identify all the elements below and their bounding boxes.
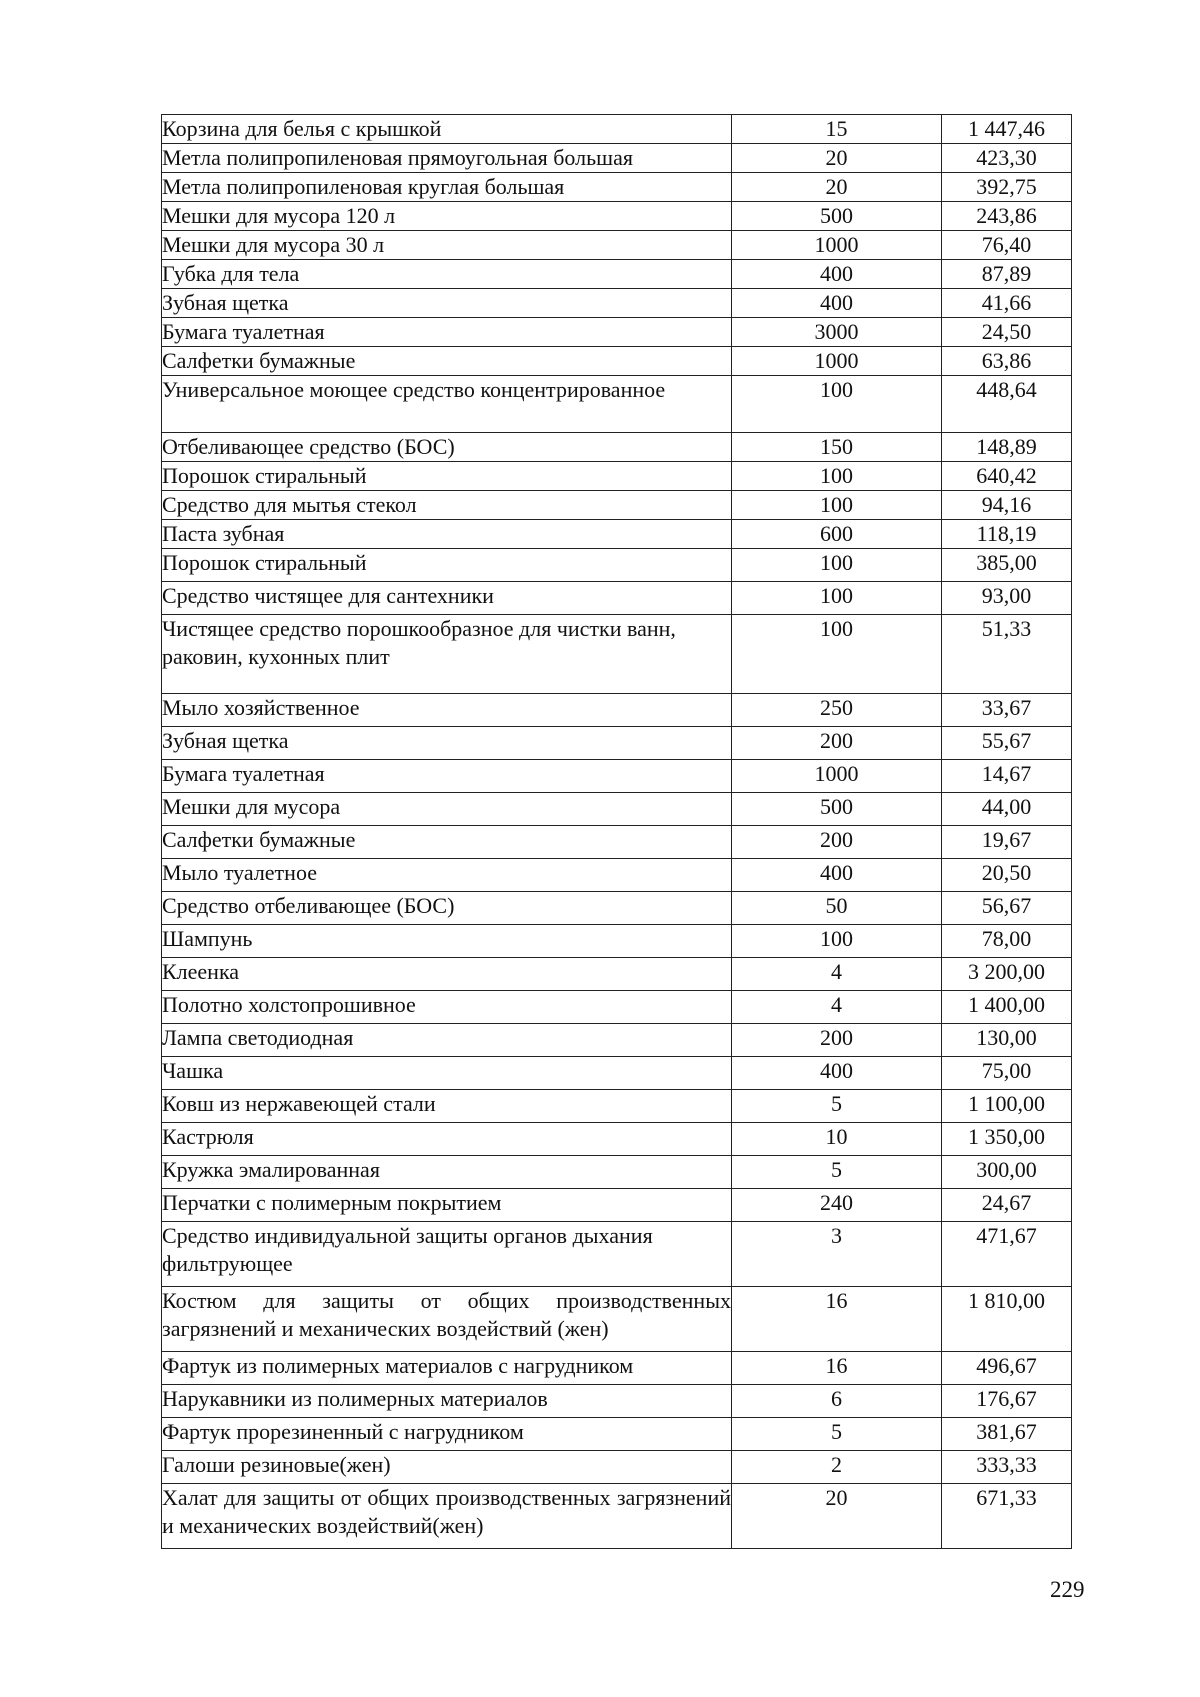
price-cell: 94,16 — [942, 491, 1072, 520]
price-cell: 24,50 — [942, 318, 1072, 347]
quantity-cell: 100 — [732, 462, 942, 491]
table-row — [162, 520, 1072, 549]
price-cell: 63,86 — [942, 347, 1072, 376]
item-name-cell: Универсальное моющее средство концентрированное — [162, 376, 732, 433]
table-row — [162, 793, 1072, 826]
item-name-cell: Метла полипропиленовая круглая большая — [162, 173, 732, 202]
quantity-cell: 6 — [732, 1385, 942, 1418]
price-cell: 671,33 — [942, 1484, 1072, 1549]
quantity-cell: 500 — [732, 202, 942, 231]
item-name-cell: Мешки для мусора 30 л — [162, 231, 732, 260]
table-row — [162, 1189, 1072, 1222]
table-row — [162, 615, 1072, 694]
table-row — [162, 1090, 1072, 1123]
table-row — [162, 1352, 1072, 1385]
table-row — [162, 231, 1072, 260]
item-name-cell: Полотно холстопрошивное — [162, 991, 732, 1024]
table-row — [162, 1287, 1072, 1352]
table-row — [162, 1222, 1072, 1287]
table-row — [162, 1156, 1072, 1189]
quantity-cell: 3000 — [732, 318, 942, 347]
item-name-cell: Губка для тела — [162, 260, 732, 289]
item-name-cell: Салфетки бумажные — [162, 826, 732, 859]
quantity-cell: 400 — [732, 1057, 942, 1090]
table-row — [162, 925, 1072, 958]
item-name-cell: Мыло хозяйственное — [162, 694, 732, 727]
item-name-cell: Мешки для мусора — [162, 793, 732, 826]
item-name-cell: Салфетки бумажные — [162, 347, 732, 376]
quantity-cell: 400 — [732, 260, 942, 289]
item-name-cell: Паста зубная — [162, 520, 732, 549]
item-name-cell: Галоши резиновые(жен) — [162, 1451, 732, 1484]
table-row — [162, 115, 1072, 144]
item-name-cell: Шампунь — [162, 925, 732, 958]
price-cell: 20,50 — [942, 859, 1072, 892]
price-cell: 33,67 — [942, 694, 1072, 727]
item-name-cell: Чашка — [162, 1057, 732, 1090]
price-cell: 1 810,00 — [942, 1287, 1072, 1352]
item-name-cell: Зубная щетка — [162, 289, 732, 318]
price-cell: 14,67 — [942, 760, 1072, 793]
price-cell: 19,67 — [942, 826, 1072, 859]
table-row — [162, 347, 1072, 376]
price-cell: 56,67 — [942, 892, 1072, 925]
quantity-cell: 20 — [732, 173, 942, 202]
price-cell: 130,00 — [942, 1024, 1072, 1057]
quantity-cell: 1000 — [732, 231, 942, 260]
price-cell: 1 400,00 — [942, 991, 1072, 1024]
price-cell: 423,30 — [942, 144, 1072, 173]
item-name-cell: Костюм для защиты от общих производственных загрязнений и механических воздействий (жен) — [162, 1287, 732, 1352]
price-cell: 381,67 — [942, 1418, 1072, 1451]
price-cell: 385,00 — [942, 549, 1072, 582]
quantity-cell: 20 — [732, 1484, 942, 1549]
price-cell: 41,66 — [942, 289, 1072, 318]
price-cell: 3 200,00 — [942, 958, 1072, 991]
table-row — [162, 549, 1072, 582]
table-row — [162, 859, 1072, 892]
item-name-cell: Мыло туалетное — [162, 859, 732, 892]
quantity-cell: 100 — [732, 615, 942, 694]
table-row — [162, 462, 1072, 491]
item-name-cell: Мешки для мусора 120 л — [162, 202, 732, 231]
quantity-cell: 10 — [732, 1123, 942, 1156]
quantity-cell: 16 — [732, 1287, 942, 1352]
item-name-cell: Клеенка — [162, 958, 732, 991]
quantity-cell: 3 — [732, 1222, 942, 1287]
price-cell: 471,67 — [942, 1222, 1072, 1287]
item-name-cell: Средство для мытья стекол — [162, 491, 732, 520]
price-cell: 1 447,46 — [942, 115, 1072, 144]
table-row — [162, 260, 1072, 289]
price-cell: 44,00 — [942, 793, 1072, 826]
table-row — [162, 760, 1072, 793]
quantity-cell: 4 — [732, 991, 942, 1024]
item-name-cell: Зубная щетка — [162, 727, 732, 760]
item-name-cell: Нарукавники из полимерных материалов — [162, 1385, 732, 1418]
item-name-cell: Халат для защиты от общих производственных загрязнений и механических воздействий(жен) — [162, 1484, 732, 1549]
table-row — [162, 318, 1072, 347]
price-cell: 640,42 — [942, 462, 1072, 491]
quantity-cell: 150 — [732, 433, 942, 462]
quantity-cell: 100 — [732, 549, 942, 582]
item-name-cell: Фартук из полимерных материалов с нагрудником — [162, 1352, 732, 1385]
quantity-cell: 5 — [732, 1090, 942, 1123]
table-row — [162, 144, 1072, 173]
quantity-cell: 100 — [732, 376, 942, 433]
quantity-cell: 5 — [732, 1418, 942, 1451]
price-cell: 496,67 — [942, 1352, 1072, 1385]
quantity-cell: 100 — [732, 925, 942, 958]
quantity-cell: 200 — [732, 727, 942, 760]
price-cell: 118,19 — [942, 520, 1072, 549]
price-cell: 75,00 — [942, 1057, 1072, 1090]
item-name-cell: Кружка эмалированная — [162, 1156, 732, 1189]
table-row — [162, 826, 1072, 859]
item-name-cell: Средство чистящее для сантехники — [162, 582, 732, 615]
table-row — [162, 1057, 1072, 1090]
quantity-cell: 400 — [732, 289, 942, 318]
quantity-cell: 500 — [732, 793, 942, 826]
quantity-cell: 400 — [732, 859, 942, 892]
price-cell: 148,89 — [942, 433, 1072, 462]
price-cell: 448,64 — [942, 376, 1072, 433]
price-cell: 24,67 — [942, 1189, 1072, 1222]
item-name-cell: Кастрюля — [162, 1123, 732, 1156]
table-row — [162, 1451, 1072, 1484]
table-row — [162, 1418, 1072, 1451]
page-number: 229 — [1050, 1577, 1085, 1602]
table-row — [162, 1123, 1072, 1156]
table-row — [162, 491, 1072, 520]
table-row — [162, 582, 1072, 615]
item-name-cell: Бумага туалетная — [162, 318, 732, 347]
table-row — [162, 1484, 1072, 1549]
price-cell: 93,00 — [942, 582, 1072, 615]
quantity-cell: 4 — [732, 958, 942, 991]
quantity-cell: 1000 — [732, 347, 942, 376]
price-cell: 55,67 — [942, 727, 1072, 760]
item-name-cell: Метла полипропиленовая прямоугольная большая — [162, 144, 732, 173]
item-name-cell: Средство отбеливающее (БОС) — [162, 892, 732, 925]
quantity-cell: 600 — [732, 520, 942, 549]
price-cell: 78,00 — [942, 925, 1072, 958]
quantity-cell: 20 — [732, 144, 942, 173]
quantity-cell: 200 — [732, 826, 942, 859]
table-row — [162, 202, 1072, 231]
price-cell: 87,89 — [942, 260, 1072, 289]
price-cell: 243,86 — [942, 202, 1072, 231]
inventory-table — [161, 114, 1072, 1549]
table-row — [162, 433, 1072, 462]
quantity-cell: 200 — [732, 1024, 942, 1057]
quantity-cell: 16 — [732, 1352, 942, 1385]
quantity-cell: 5 — [732, 1156, 942, 1189]
quantity-cell: 100 — [732, 582, 942, 615]
table-row — [162, 1024, 1072, 1057]
table-row — [162, 892, 1072, 925]
item-name-cell: Порошок стиральный — [162, 462, 732, 491]
table-row — [162, 958, 1072, 991]
quantity-cell: 2 — [732, 1451, 942, 1484]
item-name-cell: Бумага туалетная — [162, 760, 732, 793]
table-row — [162, 1385, 1072, 1418]
item-name-cell: Корзина для белья с крышкой — [162, 115, 732, 144]
price-cell: 76,40 — [942, 231, 1072, 260]
quantity-cell: 50 — [732, 892, 942, 925]
table-row — [162, 289, 1072, 318]
table-row — [162, 376, 1072, 433]
table-row — [162, 173, 1072, 202]
price-cell: 51,33 — [942, 615, 1072, 694]
table-row — [162, 694, 1072, 727]
price-cell: 300,00 — [942, 1156, 1072, 1189]
item-name-cell: Средство индивидуальной защиты органов дыхания фильтрующее — [162, 1222, 732, 1287]
quantity-cell: 250 — [732, 694, 942, 727]
item-name-cell: Фартук прорезиненный с нагрудником — [162, 1418, 732, 1451]
item-name-cell: Ковш из нержавеющей стали — [162, 1090, 732, 1123]
item-name-cell: Перчатки с полимерным покрытием — [162, 1189, 732, 1222]
quantity-cell: 1000 — [732, 760, 942, 793]
quantity-cell: 15 — [732, 115, 942, 144]
price-cell: 392,75 — [942, 173, 1072, 202]
table-row — [162, 727, 1072, 760]
item-name-cell: Лампа светодиодная — [162, 1024, 732, 1057]
inventory-table-body — [162, 115, 1072, 1549]
table-row — [162, 991, 1072, 1024]
price-cell: 1 100,00 — [942, 1090, 1072, 1123]
price-cell: 176,67 — [942, 1385, 1072, 1418]
quantity-cell: 100 — [732, 491, 942, 520]
quantity-cell: 240 — [732, 1189, 942, 1222]
item-name-cell: Отбеливающее средство (БОС) — [162, 433, 732, 462]
item-name-cell: Порошок стиральный — [162, 549, 732, 582]
item-name-cell: Чистящее средство порошкообразное для чистки ванн, раковин, кухонных плит — [162, 615, 732, 694]
price-cell: 333,33 — [942, 1451, 1072, 1484]
price-cell: 1 350,00 — [942, 1123, 1072, 1156]
